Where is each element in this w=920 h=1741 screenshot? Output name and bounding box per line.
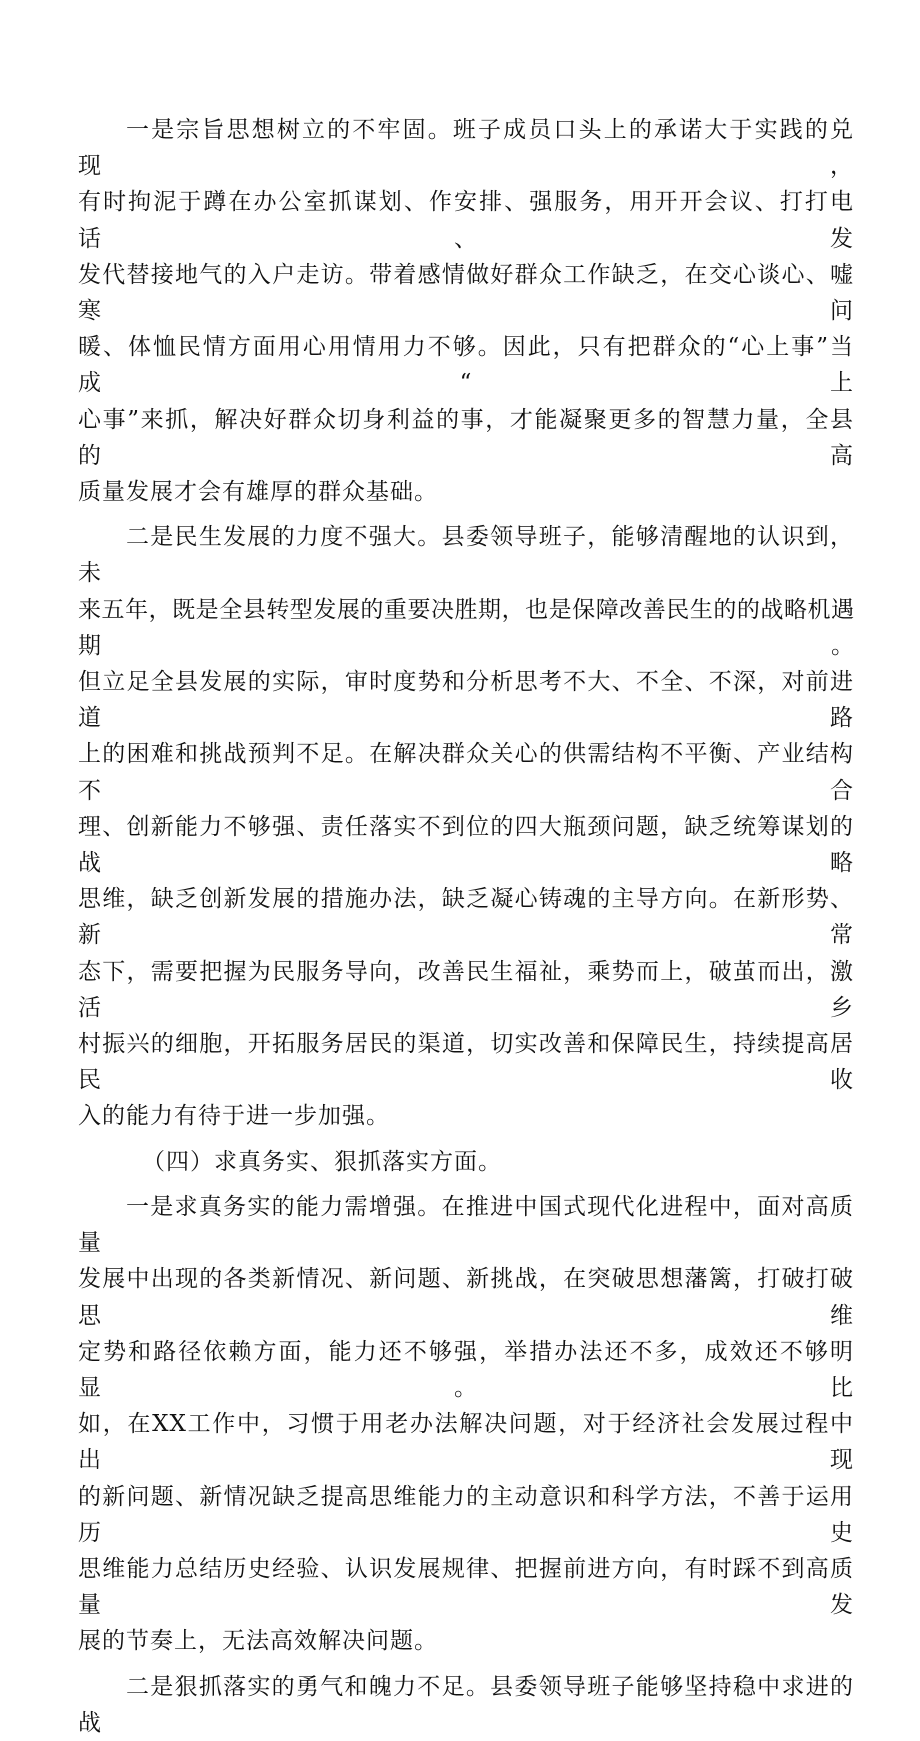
- paragraph-purpose-ideology: [78, 112, 854, 510]
- text-line: 发代替接地气的入户走访。带着感情做好群众工作缺乏，在交心谈心、嘘寒问: [78, 261, 854, 325]
- text-line: 村振兴的细胞，开拓服务居民的渠道，切实改善和保障民生，持续提高居民收: [78, 1031, 854, 1094]
- text-line: 心事”来抓，解决好群众切身利益的事，才能凝聚更多的智慧力量，全县的高: [78, 406, 854, 469]
- text-line: 发展中出现的各类新情况、新问题、新挑战，在突破思想藩篱，打破打破思维: [78, 1266, 854, 1329]
- text-line: 暖、体恤民情方面用心用情用力不够。因此，只有把群众的“心上事”当成“上: [78, 334, 854, 397]
- text-line: 一是求真务实的能力需增强。在推进中国式现代化进程中，面对高质量: [78, 1193, 854, 1257]
- text-line: 定势和路径依赖方面，能力还不够强，举措办法还不多，成效还不够明显。比: [78, 1338, 854, 1401]
- text-line: 态下，需要把握为民服务导向，改善民生福祉，乘势而上，破茧而出，激活乡: [78, 958, 854, 1021]
- text-line: 质量发展才会有雄厚的群众基础。: [78, 479, 438, 506]
- text-line: 二是民生发展的力度不强大。县委领导班子，能够清醒地的认识到，未: [78, 524, 854, 587]
- text-line: 有时拘泥于蹲在办公室抓谋划、作安排、强服务，用开开会议、打打电话、发: [78, 189, 854, 252]
- text-line: 入的能力有待于进一步加强。: [78, 1103, 390, 1130]
- paragraph-livelihood-development: [78, 519, 854, 1134]
- paragraph-implementation-courage: [78, 1669, 854, 1741]
- text-line: 展的节奏上，无法高效解决问题。: [78, 1628, 438, 1655]
- text-line: 思维，缺乏创新发展的措施办法，缺乏凝心铸魂的主导方向。在新形势、新常: [78, 886, 854, 949]
- text-line: 的新问题、新情况缺乏提高思维能力的主动意识和科学方法，不善于运用历史: [78, 1483, 854, 1546]
- text-line: 二是狠抓落实的勇气和魄力不足。县委领导班子能够坚持稳中求进的战: [78, 1673, 854, 1736]
- text-line: 来五年，既是全县转型发展的重要决胜期，也是保障改善民生的的战略机遇期。: [78, 596, 854, 659]
- text-line: 但立足全县发展的实际，审时度势和分析思考不大、不全、不深，对前进道路: [78, 669, 854, 732]
- text-line: 一是宗旨思想树立的不牢固。班子成员口头上的承诺大于实践的兑现，: [78, 117, 854, 180]
- text-line: 上的困难和挑战预判不足。在解决群众关心的供需结构不平衡、产业结构不合: [78, 741, 854, 804]
- paragraph-pragmatic-ability: [78, 1189, 854, 1660]
- document-page: [78, 112, 854, 1741]
- text-line: 理、创新能力不够强、责任落实不到位的四大瓶颈问题，缺乏统筹谋划的战略: [78, 813, 854, 877]
- text-line: 如，在XX工作中，习惯于用老办法解决问题，对于经济社会发展过程中出现: [78, 1411, 854, 1474]
- text-line: 思维能力总结历史经验、认识发展规律、把握前进方向，有时踩不到高质量发: [78, 1555, 854, 1619]
- section-heading-four: （四）求真务实、狠抓落实方面。: [142, 1148, 502, 1175]
